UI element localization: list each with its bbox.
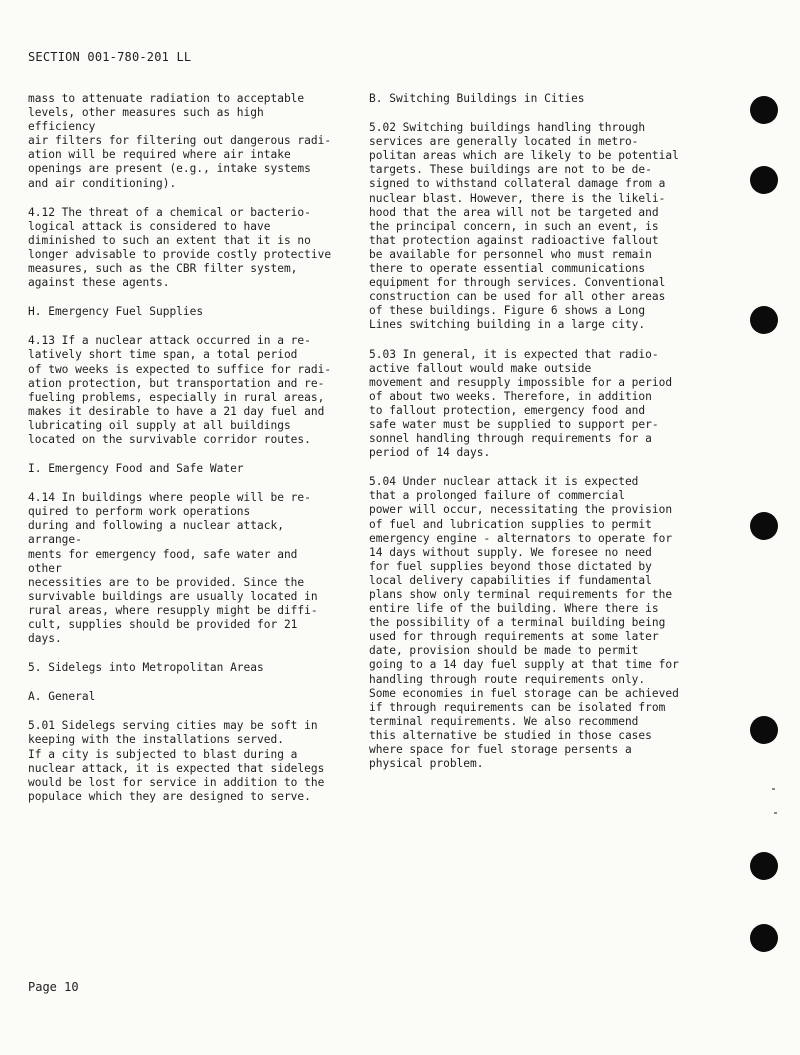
right-column: [369, 92, 687, 786]
paragraph-4-14: 4.14 In buildings where people will be re- quired to perform work operations during and following a nuclear attack, arrange- ments for emergency food, safe water and other necessities are to be provided. Since the survivable buildings are usually located in rural areas, where resupply might be diffi- cult, supplies should be provided for 21 days.: [28, 491, 318, 646]
paragraph-5-02: 5.02 Switching buildings handling through services are generally located in metro- politan areas which are likely to be potential targets. These buildings are not to be de- signed to withstand collateral damage from a nuclear blast. However, there is the likeli- hood that the area will not be targeted and the principal concern, in such an event, is that protection against radioactive fallout be available for personnel who must remain there to operate essential communications equipment for through services. Conventional construction can be used for all other areas of these buildings. Figure 6 shows a Long Lines switching building in a large city.: [369, 121, 679, 332]
punch-hole: [750, 96, 778, 124]
paragraph-5-03: 5.03 In general, it is expected that radio- active fallout would make outside movement and resupply impossible for a period of about two weeks. Therefore, in addition to fallout protection, emergency food and safe water must be supplied to support per- sonnel handling through requirements for a period of 14 days.: [369, 347, 673, 460]
punch-hole: [750, 924, 778, 952]
heading-emergency-fuel-supplies: H. Emergency Fuel Supplies: [28, 305, 204, 319]
punch-hole: [750, 512, 778, 540]
heading-sidelegs: 5. Sidelegs into Metropolitan Areas: [28, 661, 264, 675]
paragraph-4-13: 4.13 If a nuclear attack occurred in a re- latively short time span, a total period of two weeks is expected to suffice for radi- ation protection, but transportation and re- fueling problems, especially in rural areas, makes it desirable to have a 21 day fuel and lubricating oil supply at all buildings located on the survivable corridor routes.: [28, 334, 332, 446]
punch-hole: [750, 306, 778, 334]
paragraph-5-04: 5.04 Under nuclear attack it is expected that a prolonged failure of commercial power will occur, necessitating the provision of fuel and lubrication supplies to permit emergency engine - alternators to operate for 14 days without supply. We foresee no need for fuel supplies beyond those dictated by local delivery capabilities if fundamental plans show only terminal requirements for the entire life of the building. Where there is the possibility of a terminal building being used for through requirements at some later date, provision should be made to permit going to a 14 day fuel supply at that time for handling through route requirements only. Some economies in fuel storage can be achieved if through requirements can be isolated from terminal requirements. We also recommend this alternative be studied in those cases where space for fuel storage persents a physical problem.: [369, 475, 679, 771]
paragraph-5-01: 5.01 Sidelegs serving cities may be soft in keeping with the installations served. If a city is subjected to blast during a nuclear attack, it is expected that sidelegs would be lost for service in addition to the populace which they are designed to serve.: [28, 719, 325, 803]
scan-speck: [772, 788, 775, 790]
punch-hole: [750, 852, 778, 880]
punch-hole: [750, 716, 778, 744]
paragraph-4-12: 4.12 The threat of a chemical or bacterio- logical attack is considered to have diminished to such an extent that it is no longer advisable to provide costly protective measures, such as the CBR filter system, against these agents.: [28, 205, 332, 290]
left-column: [28, 92, 336, 819]
page-number: Page 10: [28, 980, 79, 994]
scan-speck: [774, 812, 777, 814]
heading-general: A. General: [28, 690, 96, 704]
section-header: SECTION 001-780-201 LL: [28, 50, 192, 64]
heading-switching-buildings: B. Switching Buildings in Cities: [369, 92, 585, 105]
paragraph-4-11-continued: mass to attenuate radiation to acceptable levels, other measures such as high efficiency air filters for filtering out dangerous radi- ation will be required where air intake openings are present (e.g., intake systems and air conditioning).: [28, 92, 332, 190]
heading-emergency-food-water: I. Emergency Food and Safe Water: [28, 462, 244, 476]
punch-hole: [750, 166, 778, 194]
